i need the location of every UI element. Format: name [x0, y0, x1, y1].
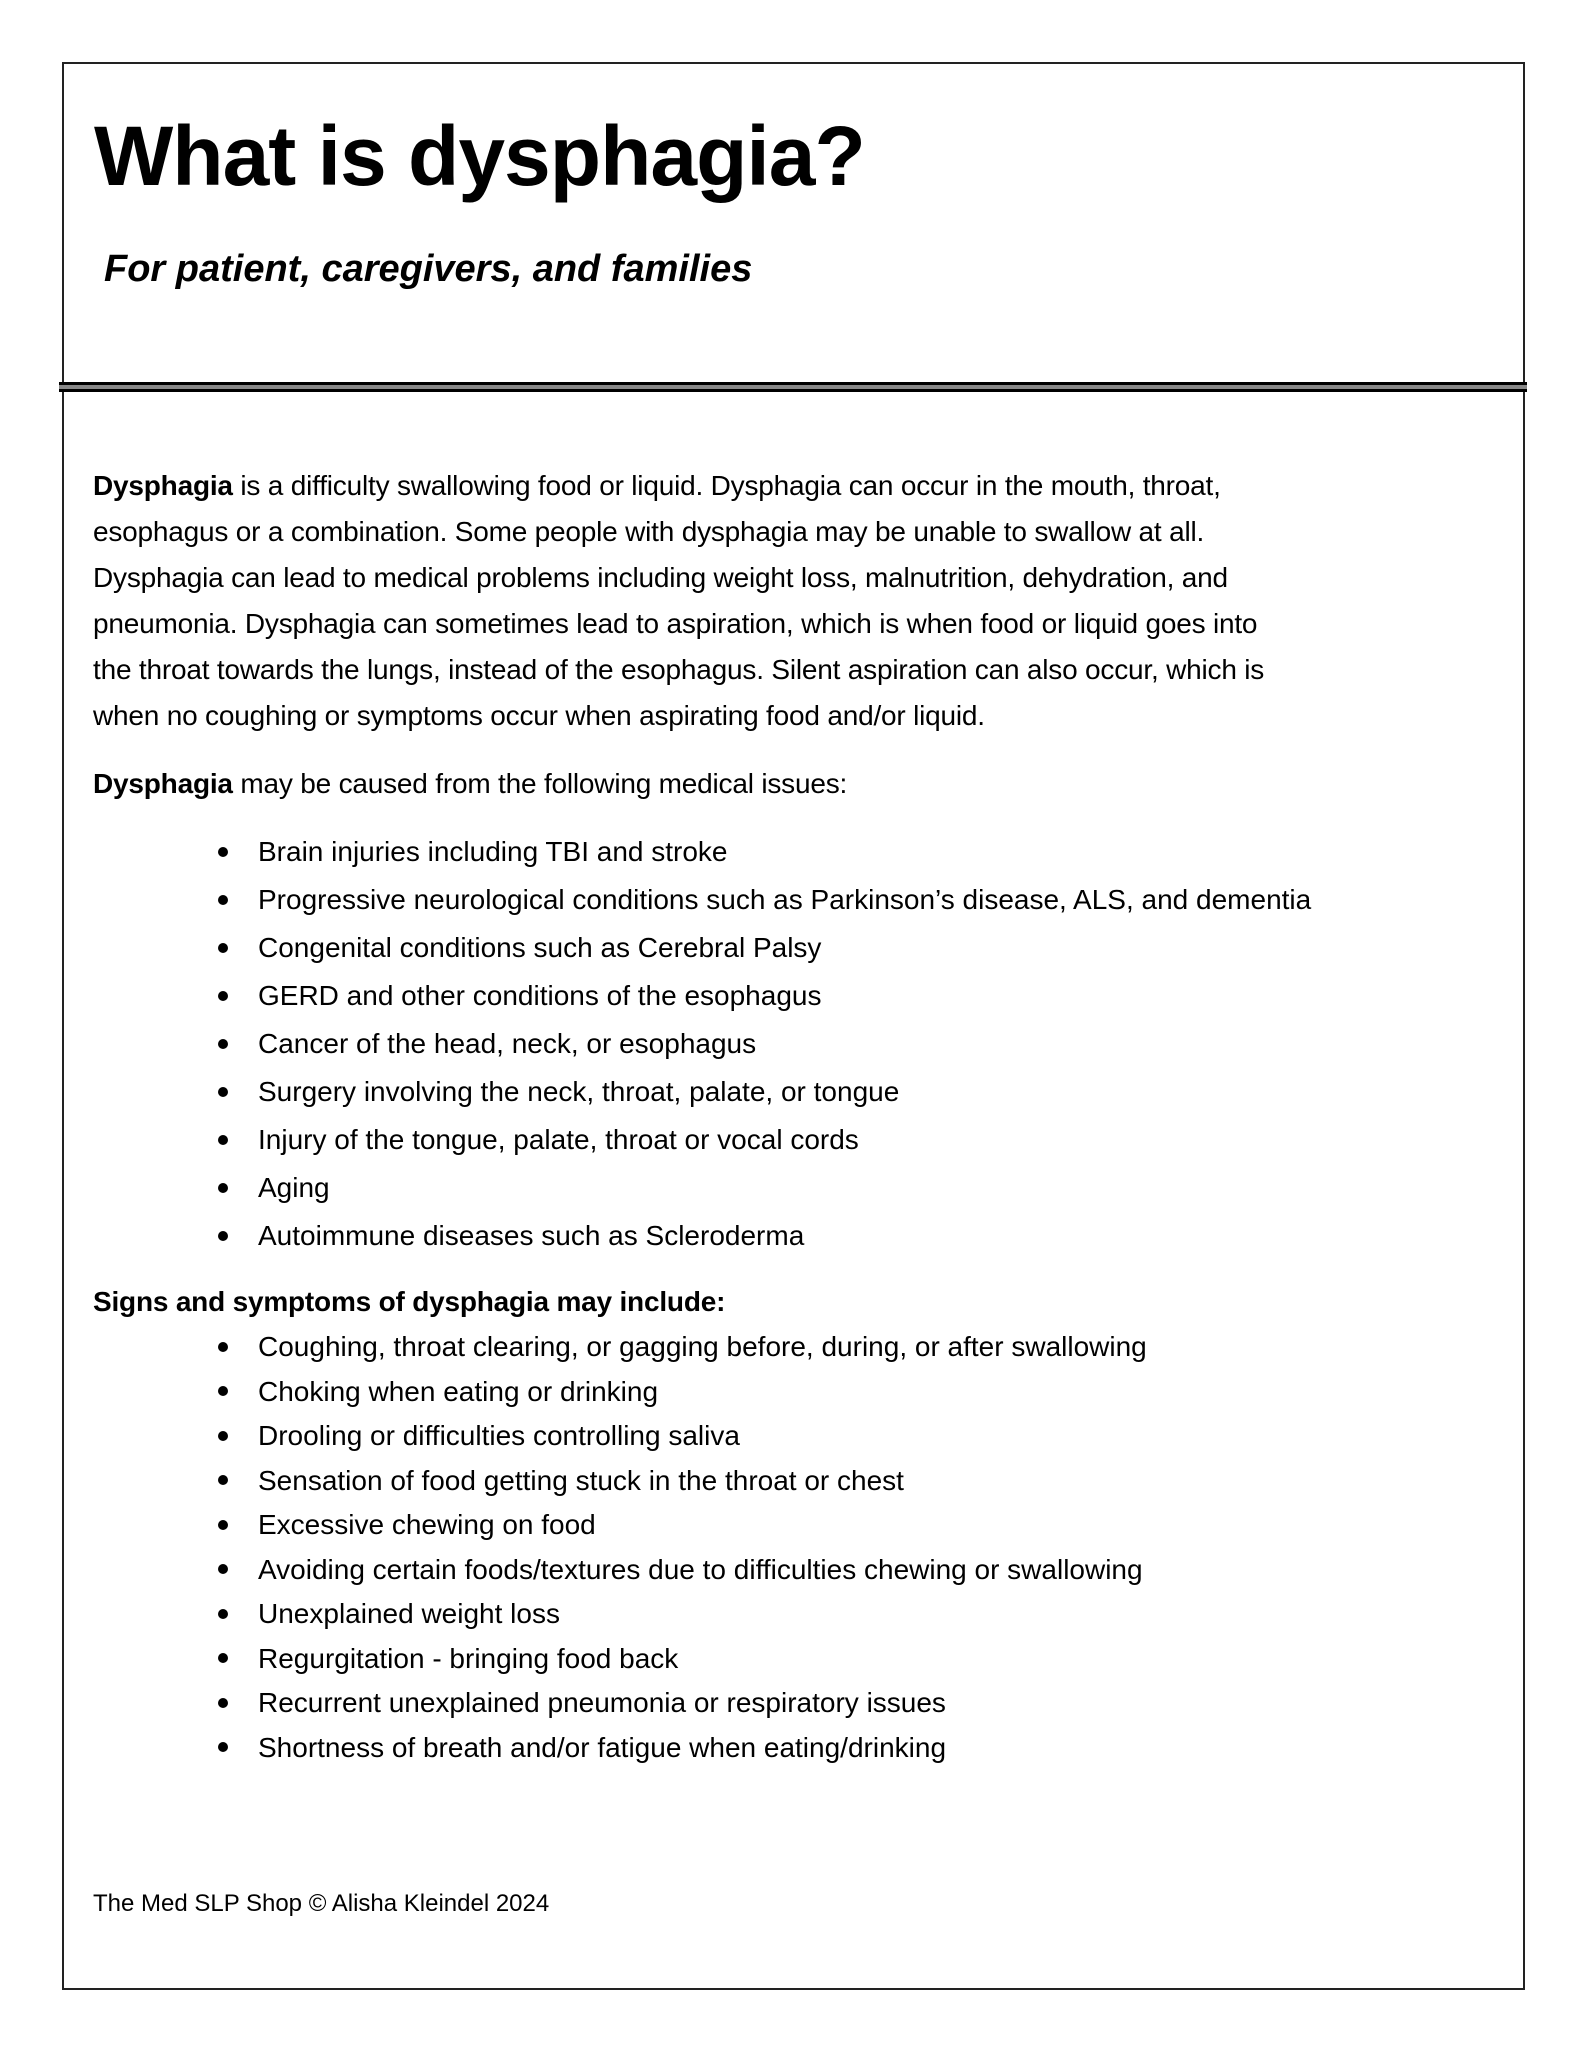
list-item [218, 1637, 1147, 1682]
list-item-text: Injury of the tongue, palate, throat or vocal cords [258, 1124, 859, 1155]
bullet-icon [218, 1742, 228, 1752]
intro-line: esophagus or a combination. Some people with dysphagia may be unable to swallow at all. [93, 516, 1205, 547]
page-subtitle: For patient, caregivers, and families [104, 248, 753, 290]
list-item [218, 1548, 1147, 1593]
list-item [218, 1414, 1147, 1459]
bullet-icon [218, 895, 228, 905]
symptoms-heading: Signs and symptoms of dysphagia may include: [93, 1286, 726, 1317]
list-item-text: Brain injuries including TBI and stroke [258, 836, 728, 867]
bullet-icon [218, 1231, 228, 1241]
bullet-icon [218, 1431, 228, 1441]
list-item [218, 1116, 1311, 1164]
list-item [218, 1681, 1147, 1726]
list-item-text: Congenital conditions such as Cerebral Palsy [258, 932, 822, 963]
list-item-text: Regurgitation - bringing food back [258, 1642, 679, 1674]
list-item [218, 1592, 1147, 1637]
bullet-icon [218, 1135, 228, 1145]
list-item-text: Excessive chewing on food [258, 1509, 596, 1540]
list-item-text: Unexplained weight loss [258, 1598, 560, 1629]
list-item-text: Recurrent unexplained pneumonia or respiratory issues [258, 1687, 946, 1718]
bullet-icon [218, 1564, 228, 1574]
list-item [218, 1726, 1147, 1771]
list-item-text: Choking when eating or drinking [258, 1375, 659, 1407]
bullet-icon [218, 991, 228, 1001]
page-title: What is dysphagia? [94, 109, 865, 203]
bullet-icon [218, 1520, 228, 1530]
list-item [218, 1068, 1311, 1116]
list-item-text: Progressive neurological conditions such as Parkinson’s disease, ALS, and dementia [258, 884, 1312, 915]
bullet-icon [218, 1609, 228, 1619]
list-item [218, 1212, 1311, 1260]
intro-line: Dysphagia is a difficulty swallowing food or liquid. Dysphagia can occur in the mouth, throat, [93, 470, 1221, 501]
bullet-icon [218, 1653, 228, 1663]
header-divider [59, 382, 1527, 392]
bullet-icon [218, 1087, 228, 1097]
bullet-icon [218, 1039, 228, 1049]
list-item-text: Aging [258, 1172, 330, 1203]
bullet-icon [218, 1698, 228, 1708]
list-item [218, 876, 1311, 924]
list-item-text: Coughing, throat clearing, or gagging before, during, or after swallowing [258, 1331, 1147, 1362]
list-item [218, 1325, 1147, 1370]
bullet-icon [218, 1386, 228, 1396]
copyright-footer: The Med SLP Shop © Alisha Kleindel 2024 [93, 1890, 550, 1917]
list-item [218, 1503, 1147, 1548]
list-item [218, 828, 1311, 876]
list-item-text: Surgery involving the neck, throat, palate, or tongue [258, 1076, 900, 1107]
causes-lead: Dysphagia may be caused from the following medical issues: [93, 768, 848, 799]
bullet-icon [218, 847, 228, 857]
list-item [218, 1164, 1311, 1212]
list-item-text: Sensation of food getting stuck in the throat or chest [258, 1464, 904, 1496]
list-item-text: Shortness of breath and/or fatigue when eating/drinking [258, 1731, 947, 1763]
list-item-text: Drooling or difficulties controlling saliva [258, 1420, 740, 1451]
list-item-text: Autoimmune diseases such as Scleroderma [258, 1220, 805, 1251]
intro-line: pneumonia. Dysphagia can sometimes lead to aspiration, which is when food or liquid goes into [93, 608, 1258, 639]
list-item [218, 972, 1311, 1020]
list-item [218, 1370, 1147, 1415]
bullet-icon [218, 1342, 228, 1352]
list-item [218, 924, 1311, 972]
intro-line: the throat towards the lungs, instead of the esophagus. Silent aspiration can also occur, which is [93, 654, 1265, 685]
list-item-text: Avoiding certain foods/textures due to difficulties chewing or swallowing [258, 1553, 1143, 1585]
bullet-icon [218, 1183, 228, 1193]
list-item [218, 1020, 1311, 1068]
intro-lead: Dysphagia [93, 470, 233, 501]
intro-line: when no coughing or symptoms occur when aspirating food and/or liquid. [93, 700, 985, 731]
causes-list [218, 828, 1311, 1260]
list-item-text: Cancer of the head, neck, or esophagus [258, 1028, 757, 1059]
bullet-icon [218, 1475, 228, 1485]
intro-line: Dysphagia can lead to medical problems including weight loss, malnutrition, dehydration, and [93, 562, 1228, 593]
bullet-icon [218, 943, 228, 953]
list-item [218, 1459, 1147, 1504]
list-item-text: GERD and other conditions of the esophagus [258, 980, 822, 1011]
symptoms-list [218, 1325, 1147, 1770]
intro-paragraph [93, 463, 1264, 739]
